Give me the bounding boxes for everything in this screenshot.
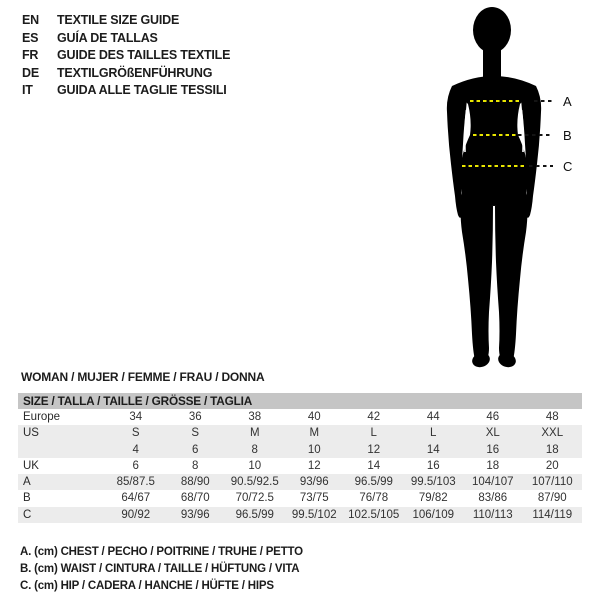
language-code: FR: [22, 48, 39, 62]
size-cell: 16: [426, 459, 440, 472]
size-cell: 104/107: [471, 476, 514, 489]
size-cell: 102.5/105: [348, 508, 400, 521]
size-cell: 106/109: [412, 508, 455, 521]
silhouette-neck: [483, 44, 501, 80]
size-cell: 10: [248, 459, 262, 472]
size-cell: 44: [426, 411, 440, 423]
size-cell: 110/113: [472, 508, 513, 521]
size-cell: 14: [367, 459, 381, 472]
size-cell: 88/90: [180, 476, 210, 489]
size-cell: 79/82: [418, 492, 448, 505]
legend-waist: B. (cm) WAIST / CINTURA / TAILLE / HÜFTUNG / VITA: [20, 563, 300, 576]
silhouette-left-leg: [461, 192, 494, 364]
size-cell: 96.5/99: [354, 476, 393, 489]
table-row-us-letter: [18, 425, 582, 441]
language-title-list: [22, 12, 230, 100]
table-row-hip-c: [18, 507, 582, 523]
size-cell: 96.5/99: [235, 508, 274, 521]
marker-C-label: C: [563, 159, 573, 174]
size-cell: 99.5/103: [410, 476, 456, 489]
size-cell: 85/87.5: [116, 476, 155, 489]
size-cell: 46: [486, 411, 500, 423]
size-cell: 18: [545, 443, 559, 456]
language-row-de: [22, 65, 230, 83]
legend-hip: C. (cm) HIP / CADERA / HANCHE / HÜFTE / HIPS: [20, 580, 274, 593]
size-cell: 93/96: [180, 508, 210, 521]
section-title-woman: WOMAN / MUJER / FEMME / FRAU / DONNA: [21, 370, 265, 384]
size-cell: XL: [485, 427, 500, 440]
language-row-es: [22, 30, 230, 48]
table-row-europe: [18, 409, 582, 425]
size-cell: 76/78: [359, 492, 389, 505]
legend-chest: A. (cm) CHEST / PECHO / POITRINE / TRUHE / PETTO: [20, 546, 303, 558]
size-table-header: SIZE / TALLA / TAILLE / GRÖSSE / TAGLIA: [18, 393, 582, 409]
size-cell: 93/96: [299, 476, 329, 489]
table-row-uk: [18, 458, 582, 474]
size-cell: 107/110: [531, 476, 573, 489]
size-cell: 34: [129, 411, 143, 423]
size-cell: 38: [248, 411, 262, 423]
language-code: ES: [22, 30, 39, 45]
row-label: [18, 442, 106, 458]
size-cell: 73/75: [299, 492, 329, 505]
size-cell: 16: [486, 443, 500, 456]
size-table: [18, 409, 582, 523]
language-row-fr: [22, 47, 230, 65]
marker-A-label: A: [563, 94, 572, 109]
size-cell: 8: [251, 443, 258, 456]
size-cell: 10: [307, 443, 321, 456]
size-cell: 8: [192, 459, 199, 472]
size-cell: 83/86: [478, 492, 508, 505]
size-cell: L: [430, 427, 437, 440]
size-cell: 64/67: [121, 492, 151, 505]
size-cell: 36: [188, 411, 202, 423]
size-cell: 12: [307, 459, 321, 472]
language-row-en: [22, 12, 230, 30]
language-title: GUIDE DES TAILLES TEXTILE: [57, 48, 231, 62]
language-title: TEXTILGRÖßENFÜHRUNG: [57, 65, 213, 80]
size-cell: 99.5/102: [291, 508, 337, 521]
language-code: IT: [22, 83, 33, 97]
silhouette-right-leg: [495, 192, 528, 364]
language-code: DE: [22, 65, 39, 80]
silhouette: [447, 7, 541, 369]
row-label: A: [23, 476, 31, 489]
size-cell: 42: [367, 411, 381, 423]
size-cell: L: [370, 427, 377, 440]
size-cell: XXL: [541, 427, 564, 440]
row-label: US: [23, 427, 39, 440]
row-label: UK: [23, 459, 39, 472]
row-label: Europe: [23, 411, 61, 423]
size-cell: 12: [367, 443, 381, 456]
size-cell: M: [309, 427, 320, 440]
size-cell: 40: [307, 411, 321, 423]
measurement-legend: [20, 544, 303, 596]
size-cell: M: [249, 427, 260, 440]
table-row-chest-a: [18, 474, 582, 490]
size-cell: 20: [545, 459, 559, 472]
language-code: EN: [22, 13, 39, 27]
language-title: TEXTILE SIZE GUIDE: [57, 13, 180, 27]
row-label: B: [23, 492, 31, 505]
row-label: C: [23, 508, 32, 521]
size-cell: S: [131, 427, 140, 440]
size-cell: 6: [192, 443, 199, 456]
size-cell: S: [191, 427, 200, 440]
woman-silhouette-figure: [428, 4, 600, 370]
size-cell: 114/119: [532, 508, 573, 521]
size-cell: 14: [426, 443, 440, 456]
size-cell: 68/70: [180, 492, 210, 505]
language-title: GUÍA DE TALLAS: [57, 30, 158, 45]
table-row-us-number: [18, 442, 582, 458]
language-row-it: [22, 82, 230, 100]
size-cell: 6: [132, 459, 139, 472]
size-cell: 48: [545, 411, 559, 423]
size-cell: 70/72.5: [235, 492, 274, 505]
size-cell: 87/90: [537, 492, 567, 505]
marker-B-label: B: [563, 128, 572, 143]
size-cell: 4: [132, 443, 139, 456]
size-cell: 90/92: [121, 508, 151, 521]
size-cell: 90.5/92.5: [230, 476, 279, 489]
size-cell: 18: [486, 459, 500, 472]
table-row-waist-b: [18, 490, 582, 506]
language-title: GUIDA ALLE TAGLIE TESSILI: [57, 83, 227, 97]
